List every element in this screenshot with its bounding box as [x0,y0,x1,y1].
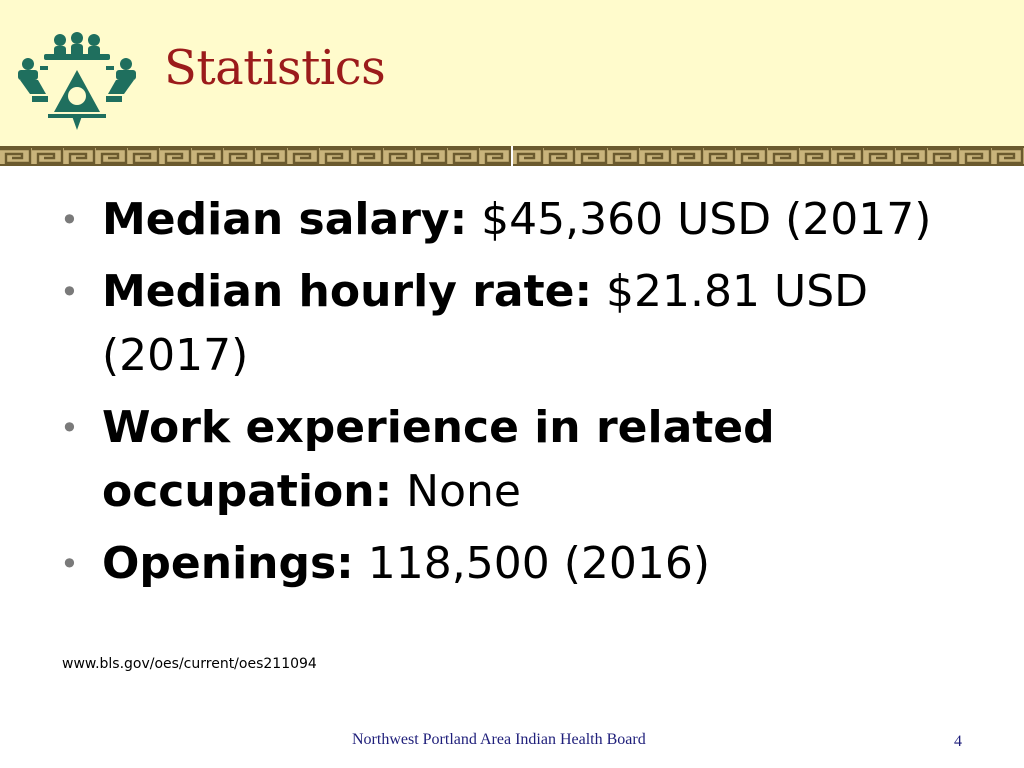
bullet-value: 118,500 (2016) [353,538,710,589]
page-number: 4 [954,733,962,750]
bullet-label: Median salary: [102,194,468,245]
footer-organization: Northwest Portland Area Indian Health Board [352,731,646,748]
decorative-border [0,146,1024,166]
bullet-marker: • [60,545,79,583]
slide-title: Statistics [164,40,386,96]
list-item [60,532,960,596]
bullet-marker: • [60,409,79,447]
bullet-list [60,188,960,604]
bullet-marker: • [60,273,79,311]
bullet-label: Openings: [102,538,354,589]
bullet-label: Median hourly rate: [102,266,593,317]
source-url: www.bls.gov/oes/current/oes211094 [62,656,317,672]
tribal-emblem-icon [14,30,140,134]
bullet-label: Work experience in related occupation: [102,402,775,517]
bullet-value: None [392,466,521,517]
list-item [60,396,960,524]
list-item [60,188,960,252]
bullet-value: $21.81 USD (2017) [102,266,869,381]
bullet-value: $45,360 USD (2017) [467,194,932,245]
list-item [60,260,960,388]
bullet-marker: • [60,201,79,239]
slide-header [0,0,1024,146]
